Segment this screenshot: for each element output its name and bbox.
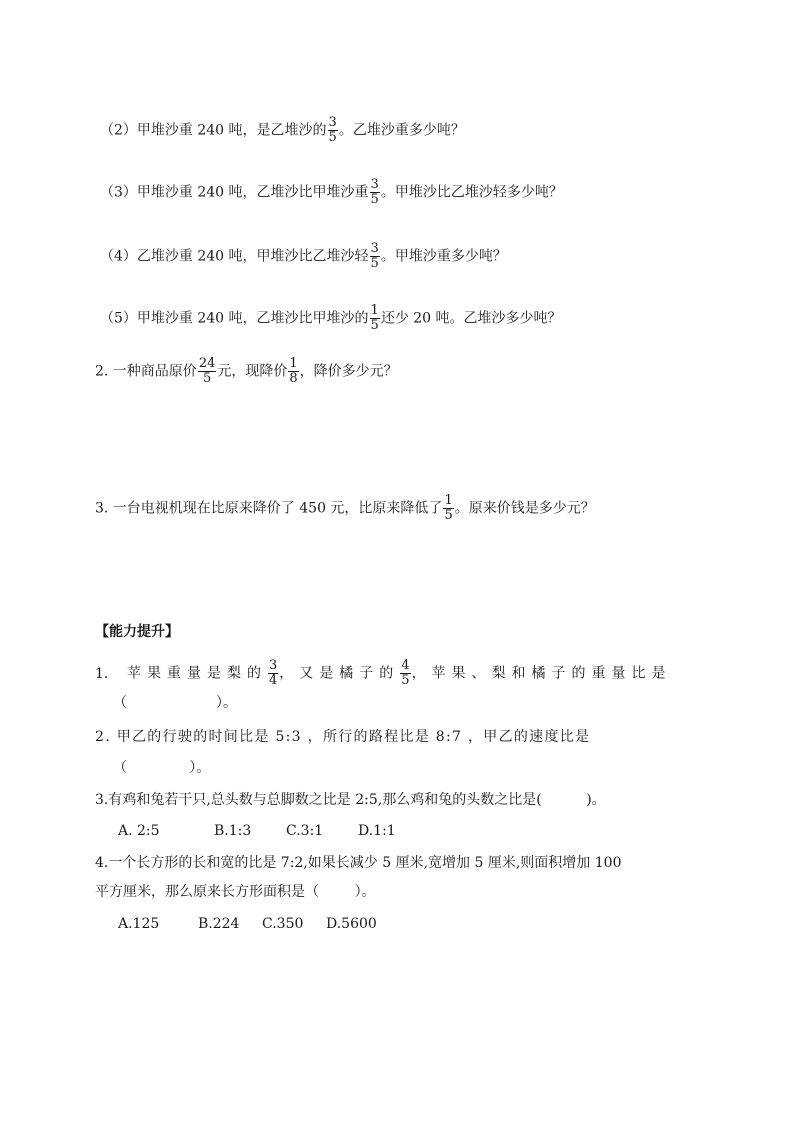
ability-q2-answer-blank[interactable]: （ ）。 <box>113 760 211 776</box>
fraction-numerator: 3 <box>328 115 337 130</box>
q1-part-2 <box>100 116 465 145</box>
q1-part-2-text-a: 甲堆沙重 240 吨，是乙堆沙的 <box>136 122 327 139</box>
fraction-numerator: 1 <box>370 303 379 318</box>
ability-question-1 <box>95 659 701 688</box>
q1-part-5-text-a: 甲堆沙重 240 吨，乙堆沙比甲堆沙的 <box>136 310 369 327</box>
fraction-numerator: 1 <box>444 493 453 508</box>
fraction <box>288 357 298 386</box>
q1-part-4-text-a: 乙堆沙重 240 吨，甲堆沙比乙堆沙轻 <box>136 248 369 265</box>
q1-part-3 <box>100 178 563 207</box>
fraction-denominator: 5 <box>444 508 453 523</box>
question-3-text-a: 3. 一台电视机现在比原来降价了 450 元，比原来降低了 <box>95 500 443 517</box>
option-d[interactable]: D.5600 <box>326 916 377 932</box>
fraction-numerator: 3 <box>370 241 379 256</box>
fraction-denominator: 5 <box>202 371 212 386</box>
option-a[interactable]: A.125 <box>118 916 160 932</box>
fraction-denominator: 8 <box>289 371 298 386</box>
fraction-denominator: 5 <box>370 256 379 271</box>
ability-q1-number: 1. <box>95 665 109 682</box>
question-2-text-a: 2. 一种商品原价 <box>95 363 197 380</box>
q1-part-4 <box>100 242 507 271</box>
question-2 <box>95 357 398 386</box>
ability-question-2: 2. 甲乙的行驶的时间比是 5:3 ，所行的路程比是 8:7 ，甲乙的速度比是 <box>95 729 591 745</box>
q1-part-3-text-b: 。甲堆沙比乙堆沙轻多少吨？ <box>380 184 563 201</box>
option-b[interactable]: B.1:3 <box>214 823 252 839</box>
ability-q1-text-c: ，苹果、梨和橘子的重量比是 <box>411 665 672 682</box>
fraction-numerator: 1 <box>289 356 298 371</box>
option-a[interactable]: A. 2:5 <box>118 823 160 839</box>
q1-part-5-text-b: 还少 20 吨。乙堆沙多少吨？ <box>380 310 562 327</box>
fraction <box>443 494 453 523</box>
fraction-denominator: 5 <box>370 192 379 207</box>
q1-part-3-text-a: 甲堆沙重 240 吨，乙堆沙比甲堆沙重 <box>136 184 369 201</box>
question-3 <box>95 494 595 523</box>
fraction <box>370 304 380 333</box>
ability-q1-text-a: 苹果重量是梨的 <box>127 665 267 682</box>
fraction <box>198 357 217 386</box>
fraction-denominator: 4 <box>269 673 278 688</box>
fraction-denominator: 5 <box>401 673 410 688</box>
fraction-denominator: 5 <box>370 318 379 333</box>
q1-part-2-label: （2） <box>100 122 137 139</box>
q1-part-3-label: （3） <box>100 184 137 201</box>
fraction <box>400 659 410 688</box>
fraction-denominator: 5 <box>328 130 337 145</box>
fraction-numerator: 24 <box>198 356 216 371</box>
option-d[interactable]: D.1:1 <box>358 823 396 839</box>
ability-question-4-line-2: 平方厘米，那么原来长方形面积是（ ）。 <box>95 884 376 900</box>
ability-q1-text-b: ，又是橘子的 <box>279 665 400 682</box>
option-c[interactable]: C.3:1 <box>286 823 324 839</box>
q1-part-2-text-b: 。乙堆沙重多少吨？ <box>338 122 465 139</box>
q1-part-4-label: （4） <box>100 248 137 265</box>
fraction <box>370 242 380 271</box>
ability-q4-options <box>118 914 377 934</box>
question-2-text-c: ，降价多少元？ <box>299 363 398 380</box>
ability-question-4-line-1: 4.一个长方形的长和宽的比是 7:2,如果长减少 5 厘米,宽增加 5 厘米,则面积增加 100 <box>95 855 622 871</box>
fraction-numerator: 4 <box>401 658 410 673</box>
option-c[interactable]: C.350 <box>262 916 304 932</box>
option-b[interactable]: B.224 <box>198 916 240 932</box>
ability-q3-options <box>118 821 396 841</box>
fraction <box>268 659 278 688</box>
q1-part-5-label: （5） <box>100 310 137 327</box>
question-2-text-b: 元，现降价 <box>217 363 288 380</box>
fraction-numerator: 3 <box>370 177 379 192</box>
question-3-text-b: 。原来价钱是多少元？ <box>454 500 595 517</box>
fraction <box>328 116 338 145</box>
ability-q1-answer-blank[interactable]: （ ）。 <box>113 695 238 711</box>
fraction <box>370 178 380 207</box>
fraction-numerator: 3 <box>269 658 278 673</box>
ability-question-3: 3.有鸡和兔若干只,总头数与总脚数之比是 2:5,那么鸡和兔的头数之比是( )。 <box>95 792 606 808</box>
section-title: 【能力提升】 <box>95 624 179 640</box>
q1-part-4-text-b: 。甲堆沙重多少吨？ <box>380 248 507 265</box>
q1-part-5 <box>100 304 562 333</box>
